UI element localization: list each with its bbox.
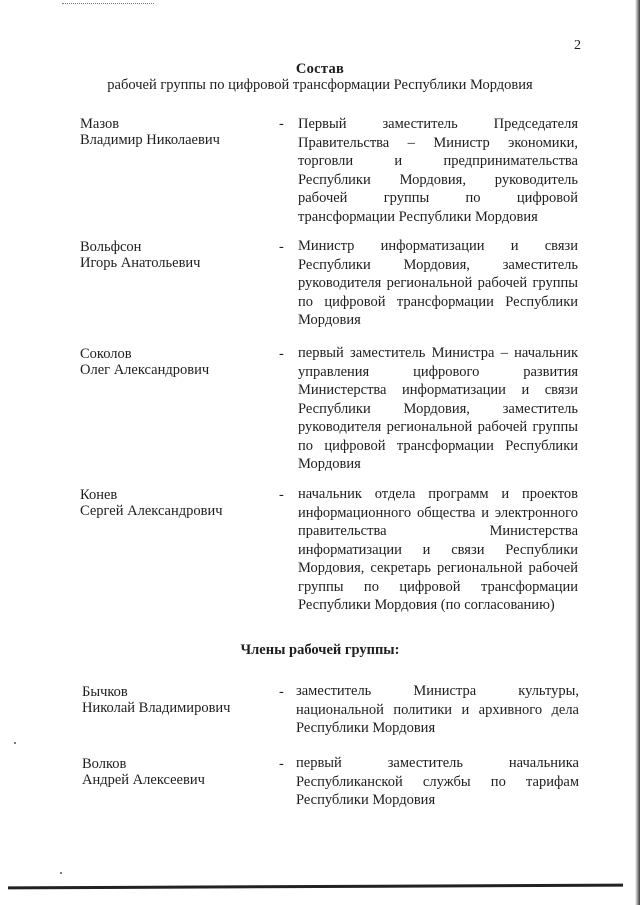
person-position: первый заместитель Министра – начальник управления цифрового развития Министерства информатизации и связи Республики Мордовия, заместитель руководителя региональной рабочей группы по цифровой трансформации Республики Мордовия: [298, 345, 578, 472]
person-given-names: Андрей Алексеевич: [82, 772, 205, 788]
person-name: [80, 487, 223, 519]
separator-dash: -: [279, 684, 284, 700]
person-surname: Бычков: [82, 684, 128, 700]
person-position: Министр информатизации и связи Республики Мордовия, заместитель руководителя региональной рабочей группы по цифровой трансформации Республики Мордовия: [298, 238, 578, 328]
separator-dash: -: [279, 487, 284, 503]
person-given-names: Сергей Александрович: [80, 503, 223, 519]
scan-speck: [60, 872, 62, 874]
person-name: [82, 756, 205, 788]
person-given-names: Владимир Николаевич: [80, 132, 220, 148]
person-name: [82, 684, 230, 716]
document-title: Состав: [295, 61, 345, 77]
person-surname: Конев: [80, 487, 118, 503]
members-heading: Члены рабочей группы:: [240, 642, 400, 658]
separator-dash: -: [279, 756, 284, 772]
person-name: [80, 116, 220, 148]
person-position: первый заместитель начальника Республиканской службы по тарифам Республики Мордовия: [296, 755, 579, 808]
scan-artifact: [62, 3, 154, 4]
person-surname: Мазов: [80, 116, 120, 132]
person-name: [80, 239, 200, 271]
separator-dash: -: [279, 346, 284, 362]
scan-bottom-line: [8, 884, 623, 890]
separator-dash: -: [279, 116, 284, 132]
person-name: [80, 346, 209, 378]
person-position: начальник отдела программ и проектов информационного общества и электронного правительства Министерства информатизации и связи Республики Мордовия, секретарь региональной рабочей группы по цифровой трансформации Республики Мордовия (по согласованию): [298, 486, 578, 613]
person-given-names: Игорь Анатольевич: [80, 255, 201, 271]
person-surname: Вольфсон: [80, 239, 142, 255]
person-position: Первый заместитель Председателя Правительства – Министр экономики, торговли и предпринимательства Республики Мордовия, руководитель рабочей группы по цифровой трансформации Республики Мордовия: [298, 116, 578, 225]
person-position: заместитель Министра культуры, национальной политики и архивного дела Республики Мордовия: [296, 683, 579, 736]
person-given-names: Николай Владимирович: [82, 700, 231, 716]
document-subtitle: рабочей группы по цифровой трансформации Республики Мордовия: [107, 77, 533, 93]
person-given-names: Олег Александрович: [80, 362, 210, 378]
scan-speck: [14, 742, 16, 744]
person-surname: Волков: [82, 756, 127, 772]
page-number: 2: [574, 38, 581, 53]
separator-dash: -: [279, 239, 284, 255]
scan-edge-shadow: [635, 0, 640, 905]
person-surname: Соколов: [80, 346, 132, 362]
